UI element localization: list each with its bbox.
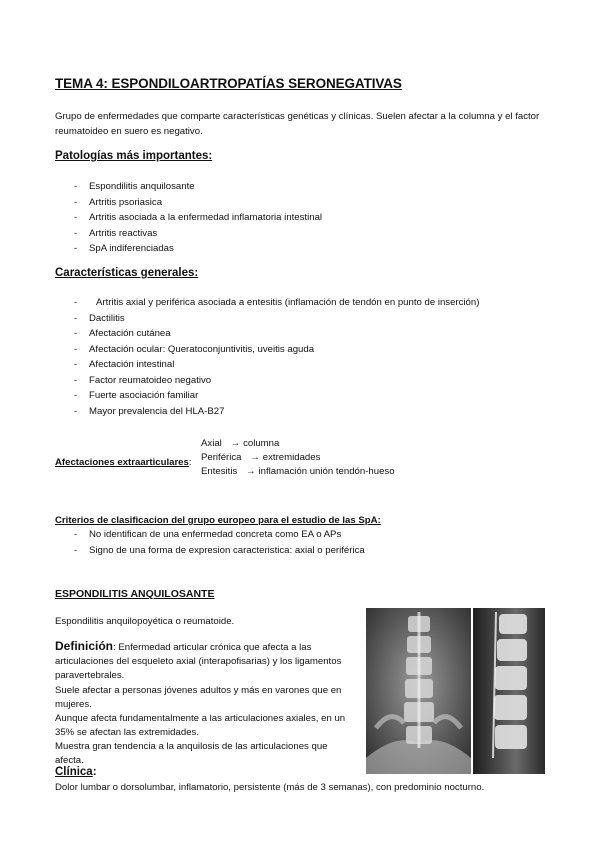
- list-item: - Fuerte asociación familiar: [74, 390, 199, 401]
- caracteristicas-heading: Características generales:: [55, 267, 199, 279]
- criterios-list: [74, 527, 544, 558]
- list-item: - No identifican de una enfermedad concreta como EA o APs: [74, 529, 342, 540]
- afectaciones-label: Afectaciones extraarticulares: [55, 457, 189, 468]
- afectacion-line: Periférica → extremidades: [201, 452, 321, 463]
- afectacion-line: Entesitis → inflamación unión tendón-hueso: [201, 466, 395, 477]
- list-item: - Afectación ocular: Queratoconjuntivitis, uveitis aguda: [74, 343, 315, 355]
- list-item: - Afectación cutánea: [74, 328, 171, 339]
- espondilitis-synonym: Espondilitis anquilopoyética o reumatoide.: [55, 616, 235, 627]
- paragraph: Aunque afecta fundamentalmente a las articulaciones axiales, en un 35% se afectan las extremidades.: [55, 713, 346, 738]
- arrow-icon: →: [245, 466, 256, 477]
- clinica-label: Clínica: [55, 766, 93, 778]
- paragraph: Suele afectar a personas jóvenes adultos y más en varones que en mujeres.: [55, 685, 342, 710]
- xray-image-frontal: [366, 608, 471, 774]
- criterios-heading: Criterios de clasificacion del grupo europeo para el estudio de las SpA:: [55, 515, 381, 526]
- list-item: - Artritis reactivas: [74, 227, 158, 239]
- clinica-text: Dolor lumbar o dorsolumbar, inflamatorio, persistente (más de 3 semanas), con predominio nocturno.: [55, 782, 485, 793]
- afectaciones-label-row: [55, 456, 192, 470]
- intro-paragraph: Grupo de enfermedades que comparte características genéticas y clínicas. Suelen afectar a la columna y el factor reumatoideo en suero es negativo.: [55, 111, 540, 137]
- xray-image-lateral: [473, 608, 545, 774]
- arrow-icon: →: [250, 452, 260, 463]
- definicion-label: Definición: [55, 639, 114, 653]
- afectacion-line: Axial → columna: [201, 438, 280, 449]
- caracteristicas-list: [74, 295, 544, 419]
- list-item: - SpA indiferenciadas: [74, 243, 174, 254]
- patologias-list: [74, 179, 534, 257]
- list-item: - Artritis asociada a la enfermedad inflamatoria intestinal: [74, 212, 323, 223]
- list-item: - Artritis axial y periférica asociada a entesitis (inflamación de tendón en punto de inserción): [74, 297, 480, 308]
- clinica-heading-row: Clínica:: [55, 766, 97, 778]
- patologias-heading: Patologías más importantes:: [55, 150, 213, 162]
- definicion-paragraph: Definición: Enfermedad articular crónica que afecta a las articulaciones del esqueleto axial (interapofisarias) y los ligamentos paravertebrales.: [55, 639, 342, 681]
- paragraph: Muestra gran tendencia a la anquilosis de las articulaciones que afecta.: [55, 741, 328, 766]
- arrow-icon: →: [230, 438, 241, 449]
- afectaciones-lines: [201, 437, 501, 479]
- list-item: - Afectación intestinal: [74, 359, 175, 370]
- list-item: - Mayor prevalencia del HLA-B27: [74, 405, 225, 417]
- list-item: - Factor reumatoideo negativo: [74, 374, 212, 386]
- page-title: TEMA 4: ESPONDILOARTROPATÍAS SERONEGATIVAS: [55, 76, 402, 91]
- list-item: - Artritis psoriasica: [74, 196, 163, 208]
- list-item: - Dactilitis: [74, 312, 125, 324]
- afectaciones-colon: :: [188, 457, 192, 468]
- list-item: - Signo de una forma de expresion caracteristica: axial o periférica: [74, 544, 365, 556]
- espondilitis-heading: ESPONDILITIS ANQUILOSANTE: [55, 588, 215, 600]
- list-item: - Espondilitis anquilosante: [74, 181, 195, 192]
